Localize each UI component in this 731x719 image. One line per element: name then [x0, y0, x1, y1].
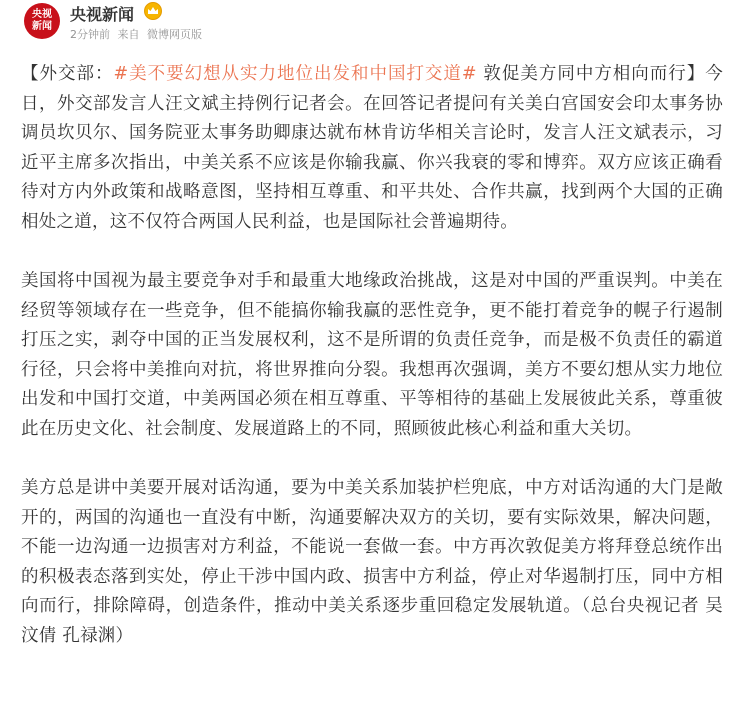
- avatar-text-line2: 新闻: [32, 21, 52, 32]
- source-prefix: 来自: [117, 28, 140, 41]
- post-source: 微博网页版: [147, 28, 202, 41]
- post-body: [21, 60, 723, 651]
- topic-hashtag-link[interactable]: #美不要幻想从实力地位出发和中国打交道#: [113, 64, 477, 84]
- post-meta: [70, 26, 206, 42]
- avatar[interactable]: [24, 3, 60, 39]
- post-paragraph-2: 美国将中国视为最主要竞争对手和最重大地缘政治挑战，这是对中国的严重误判。中美在经贸等领域存在一些竞争，但不能搞你输我赢的恶性竞争，更不能打着竞争的幌子行遏制打压之实，剥夺中国的正当发展权利，这不是所谓的负责任竞争，而是极不负责任的霸道行径，只会将中美推向对抗，将世界推向分裂。我想再次强调，美方不要幻想从实力地位出发和中国打交道，中美两国必须在相互尊重、平等相待的基础上发展彼此关系，尊重彼此在历史文化、社会制度、发展道路上的不同，照顾彼此核心利益和重大关切。: [21, 271, 723, 439]
- avatar-text-line1: 央视: [32, 9, 52, 20]
- headline-prefix: 【外交部：: [21, 64, 114, 84]
- post-paragraph-3: 美方总是讲中美要开展对话沟通，要为中美关系加装护栏兜底，中方对话沟通的大门是敞开的，两国的沟通也一直没有中断，沟通要解决双方的关切，要有实际效果，解决问题，不能一边沟通一边损害对方利益，不能说一套做一套。中方再次敦促美方将拜登总统作出的积极表态落到实处，停止干涉中国内政、损害中方利益，停止对华遏制打压，同中方相向而行，排除障碍，创造条件，推动中美关系逐步重回稳定发展轨道。（总台央视记者 吴汶倩 孔禄渊）: [21, 478, 723, 646]
- post-paragraph-1: [21, 60, 723, 237]
- crown-badge-icon: [144, 2, 162, 20]
- post-time[interactable]: 2分钟前: [70, 28, 110, 41]
- author-name[interactable]: 央视新闻: [70, 5, 135, 24]
- paragraph-1-text: 敦促美方同中方相向而行】今日，外交部发言人汪文斌主持例行记者会。在回答记者提问有关美白宫国安会印太事务协调员坎贝尔、国务院亚太事务助卿康达就布林肯访华相关言论时，发言人汪文斌表示，习近平主席多次指出，中美关系不应该是你输我赢、你兴我衰的零和博弈。双方应该正确看待对方内外政策和战略意图，坚持相互尊重、和平共处、合作共赢，找到两个大国的正确相处之道，这不仅符合两国人民利益，也是国际社会普遍期待。: [21, 64, 724, 232]
- post-header: [10, 0, 721, 46]
